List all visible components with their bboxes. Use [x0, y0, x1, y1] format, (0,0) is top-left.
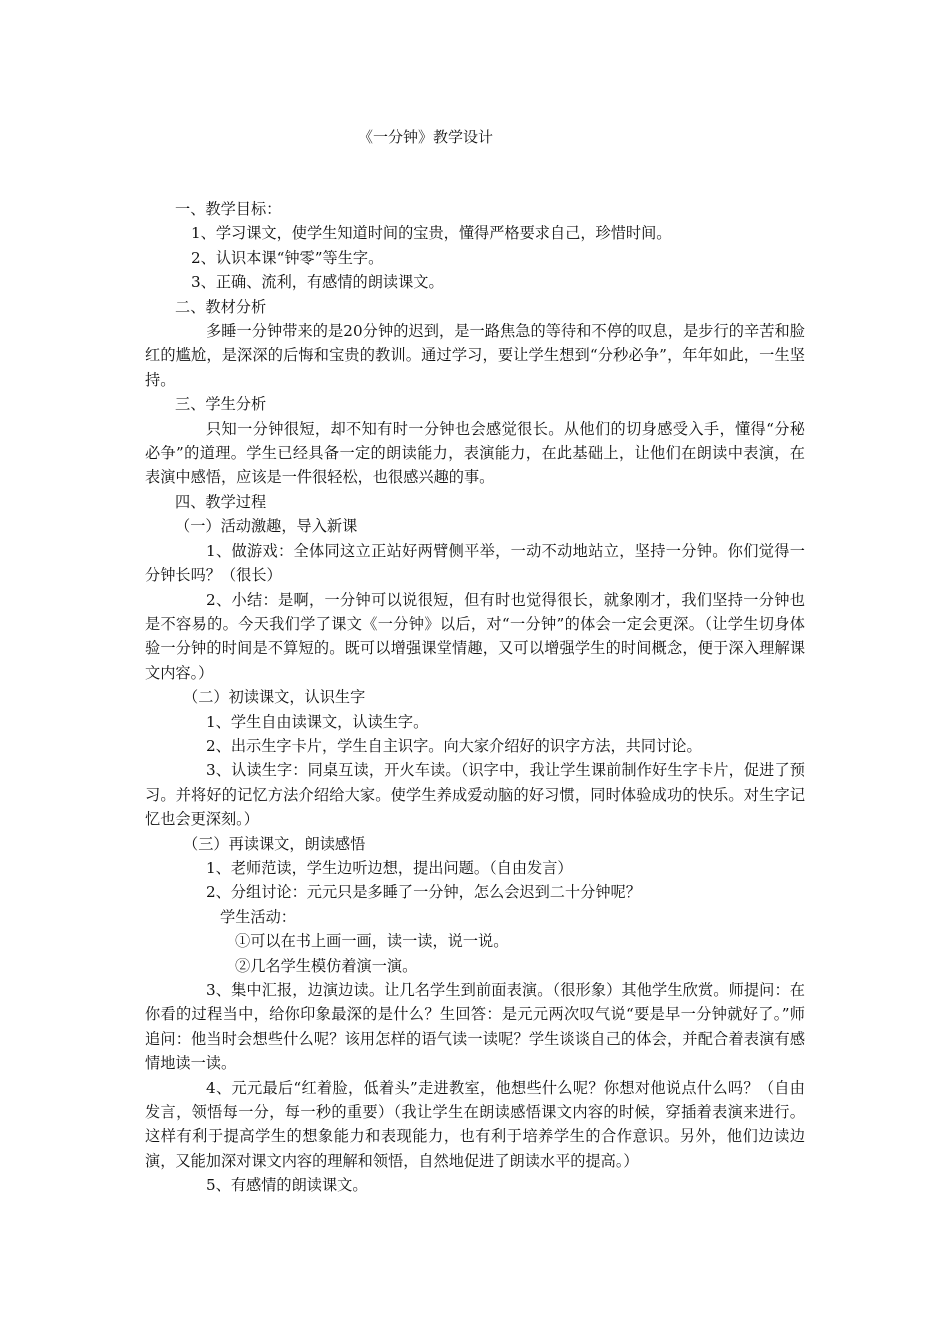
list-item: ①可以在书上画一画，读一读，说一说。	[235, 932, 509, 951]
heading-teaching-goals: 一、教学目标：	[175, 200, 282, 218]
body-paragraph: 3、认读生字：同桌互读，开火车读。（识字中，我让学生课前制作好生字卡片，促进了预习。并将好的记忆方法介绍给大家。使学生养成爱动脑的好习惯，同时体验成功的快乐。对生字记忆也会更深刻。）	[145, 761, 805, 829]
document-title: 《一分钟》教学设计	[358, 128, 494, 146]
body-paragraph: 3、集中汇报，边演边读。让几名学生到前面表演。（很形象）其他学生欣赏。师提问：在你看的过程当中，给你印象最深的是什么？生回答：是元元两次叹气说“要是早一分钟就好了。”师追问：他当时会想些什么呢？该用怎样的语气读一读呢？学生谈谈自己的体会，并配合着表演有感情地读一读。	[145, 981, 805, 1073]
list-item: 1、学生自由读课文，认读生字。	[206, 712, 429, 731]
heading-student-analysis: 三、学生分析	[175, 395, 267, 414]
document-body	[145, 197, 805, 1198]
body-paragraph: 4、元元最后“红着脸，低着头”走进教室，他想些什么呢？你想对他说点什么吗？（自由发言，领悟每一分，每一秒的重要）（我让学生在朗读感悟课文内容的时候，穿插着表演来进行。这样有利于提高学生的想象能力和表现能力，也有利于培养学生的合作意识。另外，他们边读边演，又能加深对课文内容的理解和领悟，自然地促进了朗读水平的提高。）	[145, 1078, 805, 1170]
heading-teaching-process: 四、教学过程	[175, 492, 267, 511]
body-paragraph: 只知一分钟很短，却不知有时一分钟也会感觉很长。从他们的切身感受入手，懂得“分秘必争”的道理。学生已经具备一定的朗读能力，表演能力，在此基础上，让他们在朗读中表演，在表演中感悟，应该是一件很轻松，也很感兴趣的事。	[145, 419, 805, 487]
goal-item: 2、认识本课“钟零”等生字。	[191, 248, 384, 267]
body-paragraph: 1、做游戏：全体同这立正站好两臂侧平举，一动不动地站立，坚持一分钟。你们觉得一分钟长吗？（很长）	[145, 541, 805, 585]
list-item: 5、有感情的朗读课文。	[206, 1176, 368, 1195]
goal-item: 3、正确、流利，有感情的朗读课文。	[191, 273, 444, 292]
list-item: 2、分组讨论：元元只是多睡了一分钟，怎么会迟到二十分钟呢？	[206, 883, 641, 902]
subheading: （一）活动激趣，导入新课	[175, 517, 358, 536]
subheading: （二）初读课文，认识生字	[183, 688, 366, 707]
list-item: ②几名学生模仿着演一演。	[235, 956, 418, 975]
list-item: 学生活动：	[220, 907, 296, 926]
subheading: （三）再读课文，朗读感悟	[183, 834, 366, 853]
body-paragraph: 多睡一分钟带来的是20分钟的迟到，是一路焦急的等待和不停的叹息，是步行的辛苦和脸红的尴尬，是深深的后悔和宝贵的教训。通过学习，要让学生想到“分秒必争”，年年如此，一生坚持。	[145, 322, 805, 389]
goal-item: 1、学习课文，使学生知道时间的宝贵，懂得严格要求自己，珍惜时间。	[191, 224, 672, 243]
list-item: 2、出示生字卡片，学生自主识字。向大家介绍好的识字方法，共同讨论。	[206, 736, 702, 755]
list-item: 1、老师范读，学生边听边想，提出问题。（自由发言）	[206, 858, 573, 877]
heading-material-analysis: 二、教材分析	[175, 297, 267, 316]
body-paragraph: 2、小结：是啊，一分钟可以说很短，但有时也觉得很长，就象刚才，我们坚持一分钟也是不容易的。今天我们学了课文《一分钟》以后，对“一分钟”的体会一定会更深。（让学生切身体验一分钟的时间是不算短的。既可以增强课堂情趣，又可以增强学生的时间概念，便于深入理解课文内容。）	[145, 590, 805, 682]
